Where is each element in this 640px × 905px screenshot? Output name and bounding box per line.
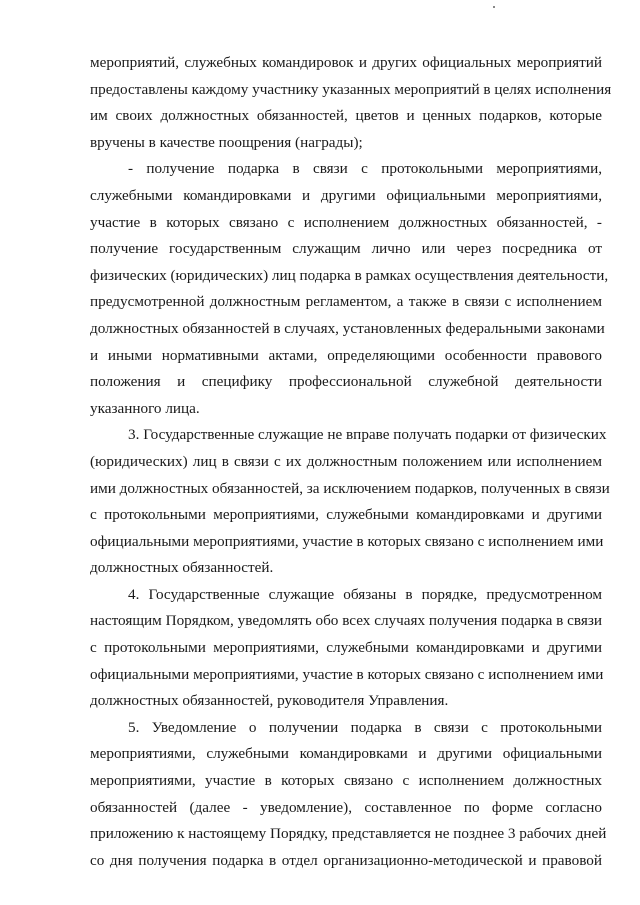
text-line: ими должностных обязанностей, за исключением подарков, полученных в связи: [90, 479, 610, 497]
text-line: 4. Государственные служащие обязаны в порядке, предусмотренном: [128, 585, 602, 603]
text-line: обязанностей (далее - уведомление), составленное по форме согласно: [90, 798, 602, 816]
paragraph-continuation: [90, 50, 612, 156]
text-line: участие в которых связано с исполнением должностных обязанностей, -: [90, 213, 602, 231]
document-body: [90, 50, 612, 874]
text-line: с протокольными мероприятиями, служебными командировками и другими: [90, 506, 602, 524]
paragraph-4: [90, 582, 602, 715]
paragraph-bullet: [90, 156, 609, 422]
text-line: должностных обязанностей.: [90, 559, 274, 577]
text-line: - получение подарка в связи с протокольными мероприятиями,: [128, 160, 602, 178]
text-line: физических (юридических) лиц подарка в рамках осуществления деятельности,: [90, 266, 609, 284]
text-line: мероприятиями, участие в которых связано с исполнением должностных: [90, 772, 602, 790]
text-line: и иными нормативными актами, определяющими особенности правового: [90, 346, 602, 364]
text-line: официальными мероприятиями, участие в которых связано с исполнением ими: [90, 665, 604, 683]
text-line: должностных обязанностей в случаях, установленных федеральными законами: [90, 319, 605, 337]
text-line: указанного лица.: [90, 399, 200, 417]
text-line: мероприятий, служебных командировок и других официальных мероприятий: [90, 54, 602, 71]
text-line: им своих должностных обязанностей, цветов и ценных подарков, которые: [90, 107, 602, 125]
text-line: должностных обязанностей, руководителя Управления.: [90, 692, 449, 710]
text-line: предоставлены каждому участнику указанных мероприятий в целях исполнения: [90, 80, 612, 98]
scan-speck: [493, 6, 495, 8]
text-line: приложению к настоящему Порядку, представляется не позднее 3 рабочих дней: [90, 825, 607, 843]
paragraph-3: [90, 422, 610, 582]
text-line: мероприятиями, служебными командировками и другими официальными: [90, 745, 602, 763]
text-line: настоящим Порядком, уведомлять обо всех случаях получения подарка в связи: [90, 612, 602, 630]
text-line: 3. Государственные служащие не вправе получать подарки от физических: [128, 426, 607, 444]
text-line: официальными мероприятиями, участие в которых связано с исполнением ими: [90, 532, 604, 550]
text-line: предусмотренной должностным регламентом, а также в связи с исполнением: [90, 293, 602, 311]
text-line: получение государственным служащим лично или через посредника от: [90, 240, 602, 258]
text-line: (юридических) лиц в связи с их должностным положением или исполнением: [90, 452, 602, 470]
text-line: с протокольными мероприятиями, служебными командировками и другими: [90, 639, 602, 657]
text-line: положения и специфику профессиональной служебной деятельности: [90, 373, 602, 391]
text-line: вручены в качестве поощрения (награды);: [90, 133, 363, 151]
paragraph-5: [90, 715, 607, 875]
text-line: служебными командировками и другими официальными мероприятиями,: [90, 186, 602, 204]
text-line: со дня получения подарка в отдел организационно-методической и правовой: [90, 851, 602, 869]
text-line: 5. Уведомление о получении подарка в связи с протокольными: [128, 718, 602, 736]
